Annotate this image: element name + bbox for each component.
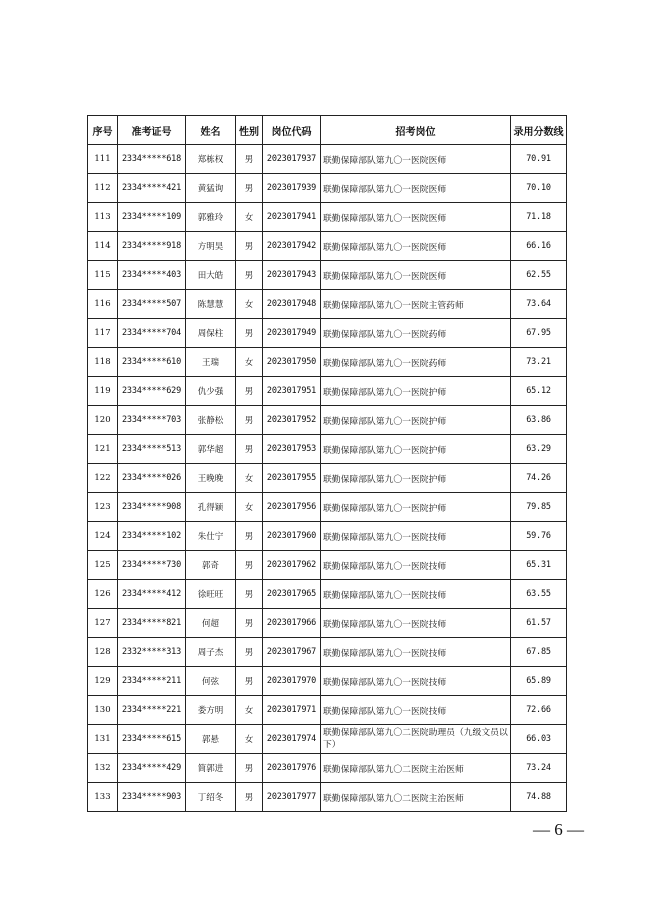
cell-gender: 男 <box>236 145 263 174</box>
cell-index: 128 <box>88 638 118 667</box>
cell-name: 周保柱 <box>186 319 236 348</box>
cell-score: 79.85 <box>511 493 567 522</box>
cell-exam-id: 2334*****221 <box>118 696 186 725</box>
cell-score: 74.26 <box>511 464 567 493</box>
table-row <box>88 145 567 174</box>
cell-score: 71.18 <box>511 203 567 232</box>
cell-name: 丁绍冬 <box>186 783 236 812</box>
table-row <box>88 174 567 203</box>
cell-name: 郭华超 <box>186 435 236 464</box>
cell-score: 74.88 <box>511 783 567 812</box>
cell-index: 124 <box>88 522 118 551</box>
cell-position-code: 2023017951 <box>263 377 321 406</box>
cell-position-code: 2023017941 <box>263 203 321 232</box>
cell-gender: 男 <box>236 261 263 290</box>
header-gender: 性别 <box>236 116 263 145</box>
cell-exam-id: 2334*****429 <box>118 754 186 783</box>
table-row <box>88 609 567 638</box>
cell-index: 115 <box>88 261 118 290</box>
cell-score: 62.55 <box>511 261 567 290</box>
cell-index: 131 <box>88 725 118 754</box>
cell-score: 67.85 <box>511 638 567 667</box>
cell-index: 120 <box>88 406 118 435</box>
cell-position: 联勤保障部队第九〇一医院护师 <box>321 464 511 493</box>
cell-name: 黄猛询 <box>186 174 236 203</box>
cell-index: 117 <box>88 319 118 348</box>
cell-name: 周子杰 <box>186 638 236 667</box>
table-row <box>88 754 567 783</box>
table-row <box>88 783 567 812</box>
cell-score: 72.66 <box>511 696 567 725</box>
cell-name: 方明昊 <box>186 232 236 261</box>
cell-score: 59.76 <box>511 522 567 551</box>
cell-name: 简郭进 <box>186 754 236 783</box>
cell-position-code: 2023017937 <box>263 145 321 174</box>
cell-index: 130 <box>88 696 118 725</box>
cell-name: 孔得颖 <box>186 493 236 522</box>
cell-position: 联勤保障部队第九〇一医院护师 <box>321 377 511 406</box>
cell-name: 郭悬 <box>186 725 236 754</box>
cell-score: 63.86 <box>511 406 567 435</box>
cell-position-code: 2023017970 <box>263 667 321 696</box>
table-row <box>88 638 567 667</box>
table-row <box>88 377 567 406</box>
cell-index: 112 <box>88 174 118 203</box>
cell-gender: 男 <box>236 551 263 580</box>
cell-position: 联勤保障部队第九〇一医院护师 <box>321 435 511 464</box>
cell-score: 65.31 <box>511 551 567 580</box>
cell-exam-id: 2334*****629 <box>118 377 186 406</box>
cell-score: 70.91 <box>511 145 567 174</box>
cell-name: 郭奇 <box>186 551 236 580</box>
cell-position-code: 2023017955 <box>263 464 321 493</box>
cell-name: 王晚晚 <box>186 464 236 493</box>
cell-name: 何弦 <box>186 667 236 696</box>
cell-exam-id: 2334*****908 <box>118 493 186 522</box>
cell-exam-id: 2334*****211 <box>118 667 186 696</box>
cell-index: 123 <box>88 493 118 522</box>
cell-position: 联勤保障部队第九〇一医院技师 <box>321 638 511 667</box>
cell-position: 联勤保障部队第九〇二医院主治医师 <box>321 754 511 783</box>
cell-position: 联勤保障部队第九〇二医院助理员（九级文员以下） <box>321 725 511 754</box>
cell-name: 娄方明 <box>186 696 236 725</box>
cell-position: 联勤保障部队第九〇一医院医师 <box>321 145 511 174</box>
cell-position: 联勤保障部队第九〇一医院医师 <box>321 174 511 203</box>
cell-exam-id: 2334*****507 <box>118 290 186 319</box>
cell-position-code: 2023017966 <box>263 609 321 638</box>
cell-index: 113 <box>88 203 118 232</box>
cell-name: 何超 <box>186 609 236 638</box>
cell-index: 118 <box>88 348 118 377</box>
cell-position-code: 2023017977 <box>263 783 321 812</box>
cell-position: 联勤保障部队第九〇一医院技师 <box>321 609 511 638</box>
cell-score: 63.55 <box>511 580 567 609</box>
cell-gender: 男 <box>236 609 263 638</box>
cell-position-code: 2023017953 <box>263 435 321 464</box>
table-row <box>88 522 567 551</box>
cell-position: 联勤保障部队第九〇一医院医师 <box>321 203 511 232</box>
cell-gender: 男 <box>236 232 263 261</box>
cell-position: 联勤保障部队第九〇一医院医师 <box>321 261 511 290</box>
cell-position: 联勤保障部队第九〇一医院医师 <box>321 232 511 261</box>
cell-name: 朱仕宁 <box>186 522 236 551</box>
table-row <box>88 261 567 290</box>
header-score-line: 录用分数线 <box>511 116 567 145</box>
cell-gender: 女 <box>236 493 263 522</box>
header-index: 序号 <box>88 116 118 145</box>
cell-position: 联勤保障部队第九〇一医院技师 <box>321 522 511 551</box>
cell-name: 张静松 <box>186 406 236 435</box>
cell-gender: 男 <box>236 377 263 406</box>
cell-index: 114 <box>88 232 118 261</box>
cell-gender: 男 <box>236 754 263 783</box>
cell-gender: 女 <box>236 696 263 725</box>
cell-score: 67.95 <box>511 319 567 348</box>
results-table <box>87 115 567 812</box>
table-row <box>88 667 567 696</box>
table-row <box>88 319 567 348</box>
cell-gender: 男 <box>236 435 263 464</box>
cell-exam-id: 2334*****026 <box>118 464 186 493</box>
cell-index: 116 <box>88 290 118 319</box>
cell-index: 122 <box>88 464 118 493</box>
table-row <box>88 348 567 377</box>
cell-exam-id: 2334*****703 <box>118 406 186 435</box>
cell-position-code: 2023017949 <box>263 319 321 348</box>
header-position: 招考岗位 <box>321 116 511 145</box>
cell-exam-id: 2334*****610 <box>118 348 186 377</box>
cell-exam-id: 2334*****821 <box>118 609 186 638</box>
cell-position: 联勤保障部队第九〇一医院主管药师 <box>321 290 511 319</box>
cell-gender: 男 <box>236 319 263 348</box>
cell-exam-id: 2334*****704 <box>118 319 186 348</box>
cell-gender: 女 <box>236 348 263 377</box>
cell-exam-id: 2334*****109 <box>118 203 186 232</box>
cell-score: 65.89 <box>511 667 567 696</box>
table-row <box>88 551 567 580</box>
cell-exam-id: 2334*****615 <box>118 725 186 754</box>
cell-position: 联勤保障部队第九〇一医院技师 <box>321 551 511 580</box>
cell-gender: 男 <box>236 522 263 551</box>
cell-position-code: 2023017960 <box>263 522 321 551</box>
cell-position: 联勤保障部队第九〇一医院护师 <box>321 406 511 435</box>
cell-index: 126 <box>88 580 118 609</box>
cell-position-code: 2023017950 <box>263 348 321 377</box>
cell-score: 66.16 <box>511 232 567 261</box>
cell-index: 132 <box>88 754 118 783</box>
cell-position-code: 2023017965 <box>263 580 321 609</box>
cell-exam-id: 2334*****403 <box>118 261 186 290</box>
cell-position: 联勤保障部队第九〇一医院技师 <box>321 667 511 696</box>
cell-gender: 女 <box>236 203 263 232</box>
cell-position: 联勤保障部队第九〇一医院技师 <box>321 696 511 725</box>
cell-score: 65.12 <box>511 377 567 406</box>
cell-position-code: 2023017942 <box>263 232 321 261</box>
cell-exam-id: 2334*****102 <box>118 522 186 551</box>
header-name: 姓名 <box>186 116 236 145</box>
table-row <box>88 696 567 725</box>
table-row <box>88 406 567 435</box>
cell-exam-id: 2334*****421 <box>118 174 186 203</box>
cell-gender: 男 <box>236 783 263 812</box>
cell-position-code: 2023017974 <box>263 725 321 754</box>
cell-index: 111 <box>88 145 118 174</box>
page-number: — 6 — <box>533 820 584 839</box>
cell-exam-id: 2334*****412 <box>118 580 186 609</box>
cell-exam-id: 2334*****618 <box>118 145 186 174</box>
cell-index: 129 <box>88 667 118 696</box>
cell-gender: 女 <box>236 464 263 493</box>
cell-score: 63.29 <box>511 435 567 464</box>
table-row <box>88 464 567 493</box>
cell-position-code: 2023017962 <box>263 551 321 580</box>
cell-gender: 男 <box>236 174 263 203</box>
cell-position-code: 2023017967 <box>263 638 321 667</box>
cell-score: 61.57 <box>511 609 567 638</box>
header-exam-id: 准考证号 <box>118 116 186 145</box>
cell-index: 119 <box>88 377 118 406</box>
cell-gender: 男 <box>236 406 263 435</box>
cell-position-code: 2023017956 <box>263 493 321 522</box>
cell-exam-id: 2334*****903 <box>118 783 186 812</box>
cell-name: 郭雅玲 <box>186 203 236 232</box>
cell-gender: 女 <box>236 725 263 754</box>
table-row <box>88 232 567 261</box>
table-row <box>88 203 567 232</box>
cell-name: 田大皓 <box>186 261 236 290</box>
cell-position: 联勤保障部队第九〇一医院护师 <box>321 493 511 522</box>
cell-exam-id: 2332*****313 <box>118 638 186 667</box>
cell-name: 郑栋权 <box>186 145 236 174</box>
cell-gender: 男 <box>236 667 263 696</box>
cell-index: 133 <box>88 783 118 812</box>
header-position-code: 岗位代码 <box>263 116 321 145</box>
cell-score: 73.21 <box>511 348 567 377</box>
cell-score: 73.24 <box>511 754 567 783</box>
cell-position: 联勤保障部队第九〇一医院药师 <box>321 319 511 348</box>
cell-position-code: 2023017939 <box>263 174 321 203</box>
cell-name: 徐旺旺 <box>186 580 236 609</box>
table-row <box>88 290 567 319</box>
cell-position: 联勤保障部队第九〇一医院药师 <box>321 348 511 377</box>
cell-exam-id: 2334*****918 <box>118 232 186 261</box>
cell-score: 70.10 <box>511 174 567 203</box>
cell-name: 仇少强 <box>186 377 236 406</box>
cell-gender: 男 <box>236 638 263 667</box>
cell-gender: 女 <box>236 290 263 319</box>
cell-score: 73.64 <box>511 290 567 319</box>
table-row <box>88 580 567 609</box>
table-row <box>88 725 567 754</box>
cell-position-code: 2023017971 <box>263 696 321 725</box>
cell-position-code: 2023017952 <box>263 406 321 435</box>
cell-exam-id: 2334*****730 <box>118 551 186 580</box>
cell-index: 125 <box>88 551 118 580</box>
table-row <box>88 493 567 522</box>
table-body <box>88 145 567 812</box>
table-row <box>88 435 567 464</box>
cell-score: 66.03 <box>511 725 567 754</box>
cell-gender: 男 <box>236 580 263 609</box>
table-header-row <box>88 116 567 145</box>
cell-name: 陈慧慧 <box>186 290 236 319</box>
cell-position-code: 2023017948 <box>263 290 321 319</box>
cell-index: 121 <box>88 435 118 464</box>
cell-position: 联勤保障部队第九〇一医院技师 <box>321 580 511 609</box>
cell-position-code: 2023017976 <box>263 754 321 783</box>
cell-exam-id: 2334*****513 <box>118 435 186 464</box>
cell-index: 127 <box>88 609 118 638</box>
cell-position: 联勤保障部队第九〇二医院主治医师 <box>321 783 511 812</box>
cell-position-code: 2023017943 <box>263 261 321 290</box>
cell-name: 王瑞 <box>186 348 236 377</box>
